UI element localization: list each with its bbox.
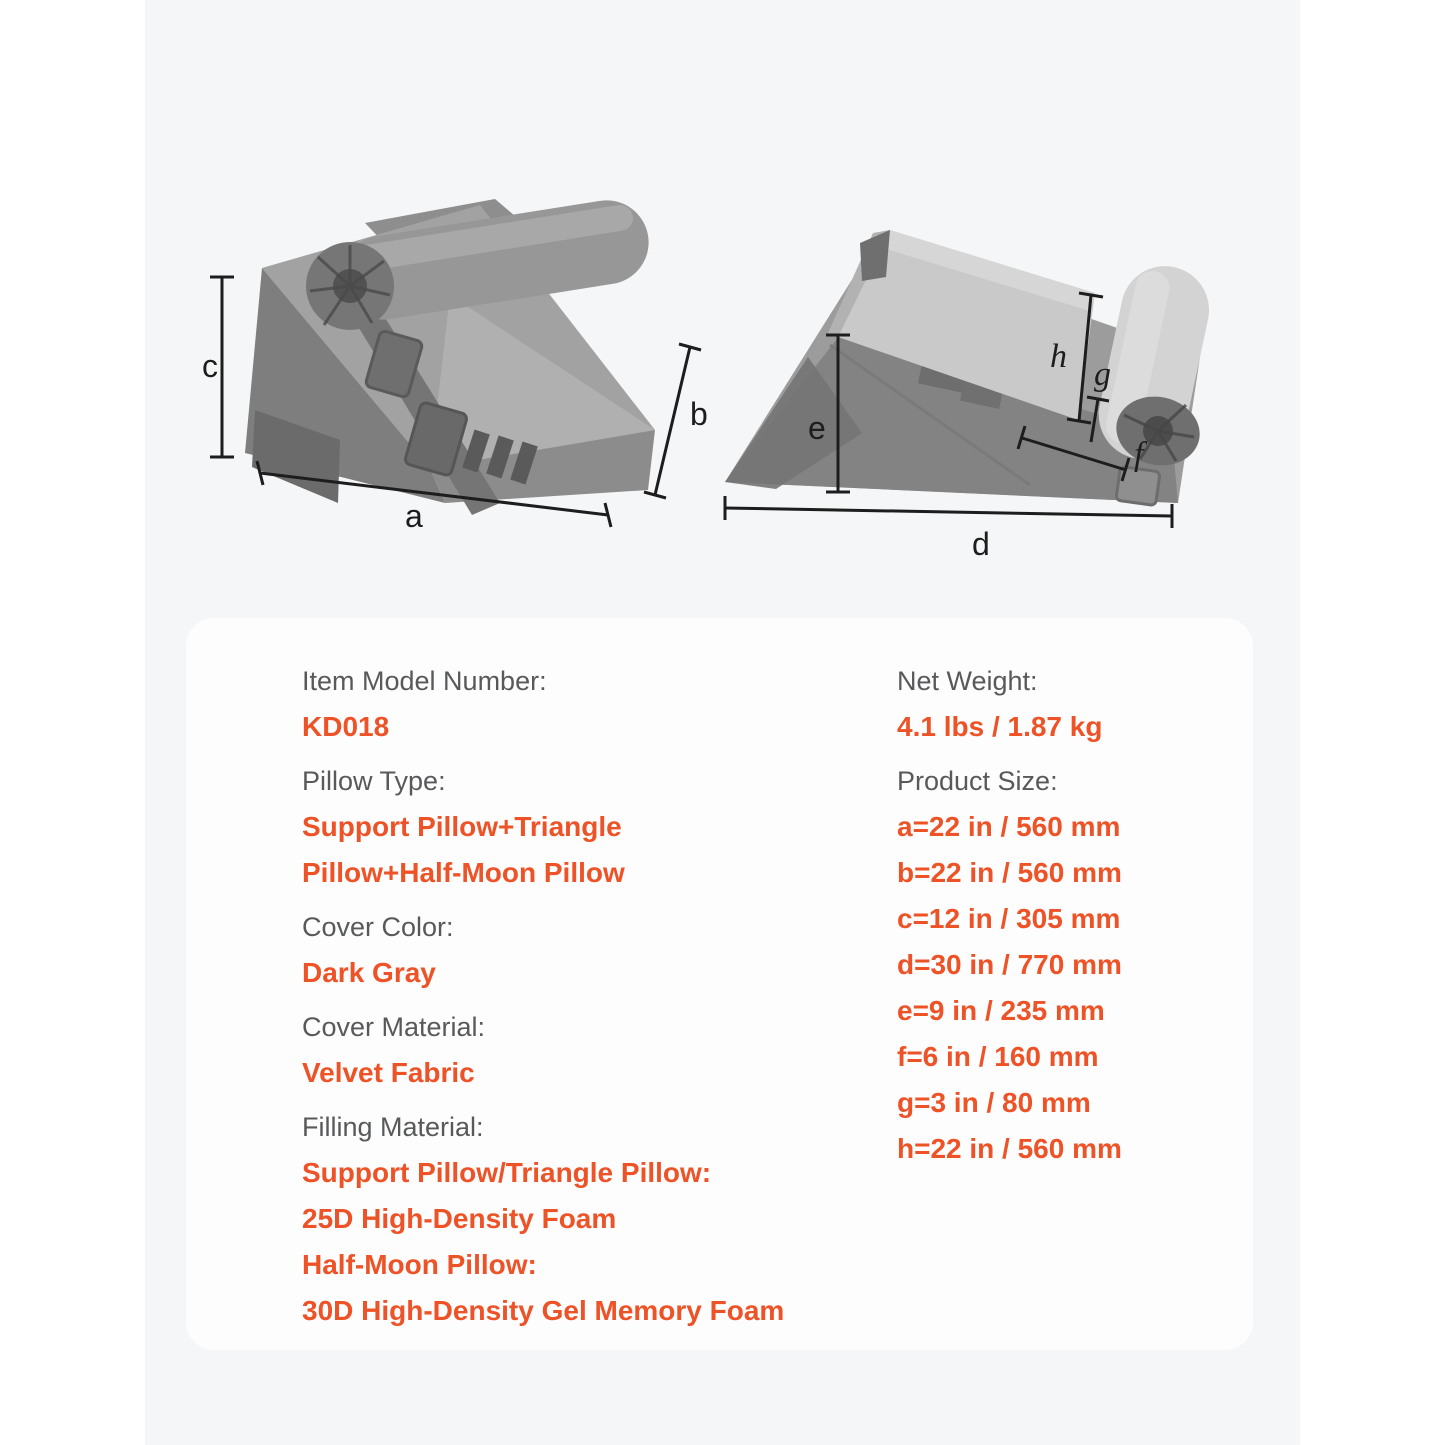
spec-value: 4.1 lbs / 1.87 kg	[897, 711, 1103, 742]
spec-label: Filling Material:	[302, 1112, 484, 1142]
spec-value: b=22 in / 560 mm	[897, 857, 1122, 888]
spec-value: 25D High-Density Foam	[302, 1203, 617, 1234]
spec-label: Product Size:	[897, 766, 1058, 796]
dimension-label-f: f	[1134, 436, 1144, 473]
spec-column-right	[897, 658, 1227, 1172]
spec-value: Support Pillow+Triangle	[302, 811, 622, 842]
spec-value: Velvet Fabric	[302, 1057, 475, 1088]
spec-value: Support Pillow/Triangle Pillow:	[302, 1157, 712, 1188]
spec-value: g=3 in / 80 mm	[897, 1087, 1091, 1118]
spec-value: KD018	[302, 711, 390, 742]
spec-value: f=6 in / 160 mm	[897, 1041, 1099, 1072]
spec-label: Net Weight:	[897, 666, 1038, 696]
dimension-label-d: d	[972, 526, 990, 562]
spec-label: Cover Material:	[302, 1012, 486, 1042]
spec-value: 30D High-Density Gel Memory Foam	[302, 1295, 785, 1326]
spec-label: Item Model Number:	[302, 666, 547, 696]
wedge-corner-behind-slab	[860, 230, 890, 281]
spec-value: Pillow+Half-Moon Pillow	[302, 857, 625, 888]
spec-value: a=22 in / 560 mm	[897, 811, 1121, 842]
spec-column-left	[302, 658, 882, 1334]
dimension-label-e: e	[808, 410, 826, 446]
spec-group	[302, 758, 882, 896]
spec-value: Dark Gray	[302, 957, 436, 988]
dimension-label-h: h	[1050, 338, 1067, 375]
spec-label: Pillow Type:	[302, 766, 446, 796]
dimension-label-b: b	[690, 396, 708, 432]
spec-group	[897, 658, 1227, 750]
spec-value: c=12 in / 305 mm	[897, 903, 1121, 934]
wedge-pillow-right-illustration	[710, 185, 1270, 565]
spec-group	[302, 904, 882, 996]
content-canvas	[145, 0, 1300, 1445]
dimension-label-c: c	[202, 348, 218, 384]
spec-value: Half-Moon Pillow:	[302, 1249, 537, 1280]
dimension-label-a: a	[405, 498, 423, 534]
dimension-line-d	[725, 496, 1172, 528]
spec-value: h=22 in / 560 mm	[897, 1133, 1122, 1164]
spec-value: d=30 in / 770 mm	[897, 949, 1122, 980]
wedge-pillow-left-illustration	[200, 185, 720, 565]
spec-label: Cover Color:	[302, 912, 454, 942]
spec-panel	[186, 618, 1253, 1350]
spec-value: e=9 in / 235 mm	[897, 995, 1105, 1026]
spec-group	[302, 658, 882, 750]
spec-group	[302, 1104, 882, 1334]
dimension-label-g: g	[1094, 356, 1111, 393]
spec-group	[897, 758, 1227, 1172]
spec-group	[302, 1004, 882, 1096]
